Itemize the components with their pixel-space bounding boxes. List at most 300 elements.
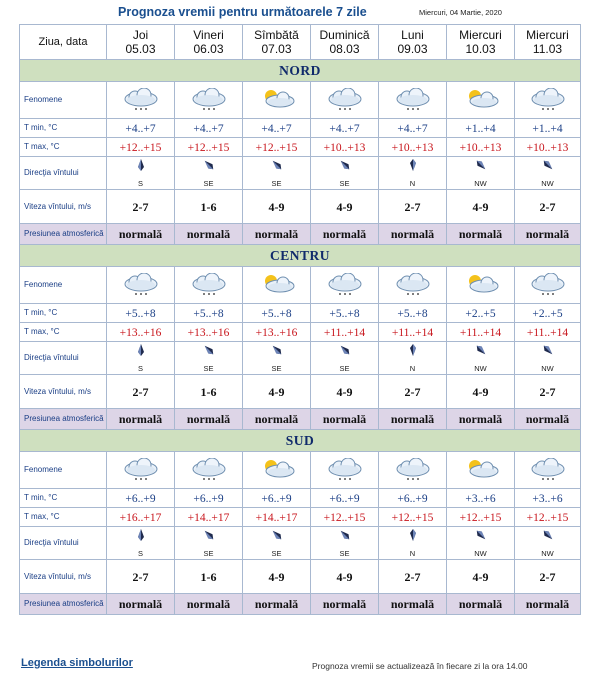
wind-direction [107, 343, 174, 373]
wind-speed-cell [107, 375, 175, 409]
wind-arrow-icon [408, 343, 418, 362]
wind-speed-cell [447, 190, 515, 224]
sun-cloud-icon [243, 267, 311, 304]
tmax-value: +12..+15 [526, 512, 569, 524]
wind-arrow-icon [272, 528, 282, 547]
wind-direction-label: NW [474, 364, 487, 373]
tmin-cell [311, 489, 379, 508]
tmax-cell [515, 323, 581, 342]
wind-direction [243, 343, 310, 373]
wind-direction [515, 343, 580, 373]
wind-arrow-icon [340, 343, 350, 362]
pressure-value: normală [379, 409, 447, 430]
day-header [175, 25, 243, 60]
pressure-row [20, 224, 581, 245]
wind-direction-cell [175, 342, 243, 375]
wind-speed-cell [447, 375, 515, 409]
day-column-label: Ziua, data [20, 25, 107, 60]
cloud-snow-icon [379, 267, 447, 304]
tmin-value: +3..+6 [532, 493, 563, 505]
tmin-cell [311, 304, 379, 323]
pressure-value: normală [515, 409, 581, 430]
wind-speed-cell [243, 560, 311, 594]
row-label: T min, °C [20, 304, 107, 323]
sun-cloud-icon [447, 267, 515, 304]
wind-direction [311, 528, 378, 558]
wind-arrow-icon [204, 158, 214, 177]
row-label: Presiunea atmosferică [20, 594, 107, 615]
region-band [20, 430, 581, 452]
tmin-value: +5..+8 [193, 308, 224, 320]
wind-arrow-icon [136, 343, 146, 362]
wind-speed-cell [175, 375, 243, 409]
wind-direction-row [20, 527, 581, 560]
wind-direction-cell [243, 342, 311, 375]
pressure-value: normală [311, 409, 379, 430]
wind-direction [243, 528, 310, 558]
tmin-cell [107, 119, 175, 138]
day-date: 10.03 [465, 42, 496, 56]
pressure-value: normală [447, 224, 515, 245]
tmax-cell [243, 508, 311, 527]
pressure-value: normală [107, 409, 175, 430]
pressure-row [20, 594, 581, 615]
tmax-value: +10..+13 [459, 142, 502, 154]
wind-direction [311, 158, 378, 188]
day-name: Duminică [319, 28, 370, 42]
row-label: Viteza vîntului, m/s [20, 190, 107, 224]
row-label: Viteza vîntului, m/s [20, 375, 107, 409]
tmax-value: +12..+15 [187, 142, 230, 154]
wind-speed-value: 4-9 [268, 199, 285, 214]
cloud-snow-icon [175, 82, 243, 119]
wind-speed-value: 4-9 [336, 384, 353, 399]
tmax-cell [175, 508, 243, 527]
tmax-cell [311, 138, 379, 157]
wind-direction-label: NW [541, 179, 554, 188]
wind-arrow-icon [136, 528, 146, 547]
wind-speed-cell [107, 560, 175, 594]
wind-direction-cell [447, 527, 515, 560]
tmax-value: +11..+14 [459, 327, 502, 339]
wind-direction [107, 158, 174, 188]
wind-speed-value: 1-6 [200, 384, 217, 399]
wind-direction [311, 343, 378, 373]
row-label: T max, °C [20, 138, 107, 157]
wind-direction-label: NW [541, 549, 554, 558]
wind-speed-cell [175, 190, 243, 224]
current-date: Miercuri, 04 Martie, 2020 [419, 8, 502, 17]
wind-direction-cell [447, 342, 515, 375]
tmin-value: +2..+5 [465, 308, 496, 320]
tmin-cell [175, 119, 243, 138]
tmax-cell [107, 508, 175, 527]
wind-direction-cell [515, 157, 581, 190]
cloud-snow-icon [515, 267, 581, 304]
tmin-cell [379, 119, 447, 138]
tmin-value: +4..+7 [193, 123, 224, 135]
day-name: Miercuri [526, 28, 569, 42]
wind-speed-cell [243, 190, 311, 224]
region-band [20, 60, 581, 82]
region-name: CENTRU [20, 245, 581, 267]
wind-direction [447, 343, 514, 373]
tmax-value: +14..+17 [255, 512, 298, 524]
wind-direction-label: N [409, 179, 416, 188]
wind-direction-row [20, 157, 581, 190]
tmin-cell [447, 304, 515, 323]
region-band [20, 245, 581, 267]
wind-speed-value: 4-9 [472, 384, 489, 399]
tmax-value: +11..+14 [323, 327, 366, 339]
wind-direction [379, 343, 446, 373]
pressure-value: normală [379, 224, 447, 245]
wind-direction [175, 343, 242, 373]
tmin-row [20, 119, 581, 138]
tmax-cell [107, 138, 175, 157]
wind-direction-label: SE [203, 364, 214, 373]
cloud-snow-icon [379, 82, 447, 119]
forecast-table [19, 24, 581, 615]
wind-arrow-icon [204, 343, 214, 362]
wind-direction-cell [379, 527, 447, 560]
tmax-value: +12..+15 [119, 142, 162, 154]
tmax-value: +12..+15 [323, 512, 366, 524]
wind-arrow-icon [204, 528, 214, 547]
wind-speed-cell [175, 560, 243, 594]
tmax-cell [379, 323, 447, 342]
tmin-value: +3..+6 [465, 493, 496, 505]
wind-speed-value: 4-9 [268, 384, 285, 399]
page-header [0, 0, 600, 22]
tmax-cell [243, 138, 311, 157]
row-label: Direcţia vîntului [20, 527, 107, 560]
day-header [107, 25, 175, 60]
tmin-cell [107, 304, 175, 323]
wind-arrow-icon [476, 528, 486, 547]
wind-speed-cell [515, 190, 581, 224]
wind-speed-cell [447, 560, 515, 594]
wind-arrow-icon [543, 528, 553, 547]
wind-speed-value: 4-9 [268, 569, 285, 584]
tmin-cell [379, 489, 447, 508]
tmax-value: +16..+17 [119, 512, 162, 524]
tmax-cell [515, 508, 581, 527]
tmax-value: +10..+13 [323, 142, 366, 154]
day-header [515, 25, 581, 60]
tmax-row [20, 138, 581, 157]
wind-direction [515, 528, 580, 558]
forecast-table-body [20, 25, 581, 615]
wind-direction-cell [515, 527, 581, 560]
tmax-cell [379, 138, 447, 157]
tmin-cell [515, 489, 581, 508]
row-label: Fenomene [20, 267, 107, 304]
tmin-row [20, 489, 581, 508]
wind-direction-label: SE [271, 179, 282, 188]
tmin-value: +5..+8 [329, 308, 360, 320]
row-label: T min, °C [20, 489, 107, 508]
tmin-cell [515, 119, 581, 138]
wind-speed-cell [379, 190, 447, 224]
tmin-value: +4..+7 [329, 123, 360, 135]
pressure-value: normală [515, 594, 581, 615]
day-name: Miercuri [459, 28, 502, 42]
wind-direction-cell [175, 157, 243, 190]
cloud-snow-icon [107, 267, 175, 304]
wind-speed-cell [311, 190, 379, 224]
wind-speed-value: 4-9 [336, 569, 353, 584]
wind-arrow-icon [543, 158, 553, 177]
wind-speed-value: 2-7 [404, 569, 421, 584]
wind-speed-value: 2-7 [132, 569, 149, 584]
tmin-cell [515, 304, 581, 323]
pressure-value: normală [243, 224, 311, 245]
wind-direction-label: SE [203, 549, 214, 558]
pressure-value: normală [107, 224, 175, 245]
row-label: Presiunea atmosferică [20, 224, 107, 245]
tmin-cell [311, 119, 379, 138]
wind-direction [379, 528, 446, 558]
tmin-value: +1..+4 [532, 123, 563, 135]
tmin-value: +6..+9 [397, 493, 428, 505]
tmax-cell [379, 508, 447, 527]
phenomena-row [20, 82, 581, 119]
pressure-value: normală [175, 409, 243, 430]
cloud-snow-icon [379, 452, 447, 489]
wind-direction-label: SE [339, 364, 350, 373]
day-name: Sîmbătă [254, 28, 299, 42]
tmin-cell [175, 304, 243, 323]
wind-direction-label: S [137, 364, 143, 373]
day-name: Vineri [193, 28, 224, 42]
wind-direction-label: SE [271, 364, 282, 373]
pressure-value: normală [175, 594, 243, 615]
wind-speed-cell [515, 375, 581, 409]
wind-speed-value: 4-9 [472, 199, 489, 214]
day-date: 07.03 [261, 42, 292, 56]
row-label: Fenomene [20, 82, 107, 119]
pressure-value: normală [515, 224, 581, 245]
wind-arrow-icon [136, 158, 146, 177]
tmin-cell [175, 489, 243, 508]
wind-direction [447, 158, 514, 188]
wind-speed-cell [515, 560, 581, 594]
wind-direction-cell [515, 342, 581, 375]
wind-direction-cell [243, 527, 311, 560]
tmin-value: +6..+9 [125, 493, 156, 505]
sun-cloud-icon [447, 452, 515, 489]
wind-direction-cell [379, 157, 447, 190]
tmin-value: +4..+7 [261, 123, 292, 135]
cloud-snow-icon [107, 82, 175, 119]
pressure-value: normală [243, 594, 311, 615]
row-label: Fenomene [20, 452, 107, 489]
wind-direction-label: SE [339, 179, 350, 188]
wind-arrow-icon [476, 158, 486, 177]
tmax-value: +13..+16 [187, 327, 230, 339]
wind-direction-label: NW [541, 364, 554, 373]
wind-speed-value: 2-7 [539, 569, 556, 584]
region-name: NORD [20, 60, 581, 82]
tmax-value: +11..+14 [526, 327, 569, 339]
wind-speed-value: 2-7 [132, 384, 149, 399]
pressure-value: normală [311, 224, 379, 245]
day-header-row [20, 25, 581, 60]
tmax-cell [243, 323, 311, 342]
tmax-cell [175, 323, 243, 342]
sun-cloud-icon [243, 82, 311, 119]
wind-direction-row [20, 342, 581, 375]
tmax-value: +10..+13 [391, 142, 434, 154]
tmin-cell [379, 304, 447, 323]
tmin-value: +6..+9 [193, 493, 224, 505]
wind-direction-cell [379, 342, 447, 375]
wind-speed-value: 2-7 [539, 384, 556, 399]
wind-speed-row [20, 560, 581, 594]
sun-cloud-icon [243, 452, 311, 489]
wind-direction [515, 158, 580, 188]
wind-speed-cell [107, 190, 175, 224]
wind-speed-value: 4-9 [472, 569, 489, 584]
day-date: 05.03 [125, 42, 156, 56]
tmin-cell [447, 119, 515, 138]
wind-speed-row [20, 375, 581, 409]
day-header [379, 25, 447, 60]
wind-direction [175, 528, 242, 558]
wind-speed-value: 2-7 [404, 384, 421, 399]
tmax-value: +10..+13 [526, 142, 569, 154]
pressure-value: normală [447, 594, 515, 615]
tmax-value: +11..+14 [391, 327, 434, 339]
row-label: Direcţia vîntului [20, 342, 107, 375]
wind-speed-cell [379, 560, 447, 594]
tmax-cell [107, 323, 175, 342]
day-date: 11.03 [532, 42, 563, 56]
wind-arrow-icon [340, 158, 350, 177]
wind-direction-cell [447, 157, 515, 190]
tmin-row [20, 304, 581, 323]
wind-arrow-icon [340, 528, 350, 547]
wind-arrow-icon [408, 158, 418, 177]
wind-direction-cell [107, 527, 175, 560]
pressure-value: normală [107, 594, 175, 615]
tmin-value: +5..+8 [261, 308, 292, 320]
wind-direction [175, 158, 242, 188]
wind-direction-label: NW [474, 549, 487, 558]
tmin-cell [243, 119, 311, 138]
wind-arrow-icon [408, 528, 418, 547]
day-header [243, 25, 311, 60]
sun-cloud-icon [447, 82, 515, 119]
pressure-value: normală [447, 409, 515, 430]
wind-direction-cell [243, 157, 311, 190]
tmin-cell [447, 489, 515, 508]
wind-speed-row [20, 190, 581, 224]
cloud-snow-icon [515, 82, 581, 119]
tmin-cell [107, 489, 175, 508]
tmax-value: +12..+15 [459, 512, 502, 524]
wind-direction-cell [311, 342, 379, 375]
cloud-snow-icon [311, 82, 379, 119]
day-name: Luni [401, 28, 424, 42]
tmax-row [20, 323, 581, 342]
tmax-cell [515, 138, 581, 157]
wind-direction-label: SE [271, 549, 282, 558]
day-name: Joi [132, 28, 149, 42]
day-date: 08.03 [329, 42, 360, 56]
wind-direction [107, 528, 174, 558]
legend-link[interactable]: Legenda simbolurilor [21, 657, 133, 669]
wind-direction-label: NW [474, 179, 487, 188]
wind-direction-cell [107, 342, 175, 375]
page-title: Prognoza vremii pentru următoarele 7 zile [118, 5, 367, 19]
cloud-snow-icon [175, 452, 243, 489]
tmin-value: +6..+9 [261, 493, 292, 505]
cloud-snow-icon [311, 267, 379, 304]
tmax-value: +13..+16 [119, 327, 162, 339]
row-label: Direcţia vîntului [20, 157, 107, 190]
tmin-value: +2..+5 [532, 308, 563, 320]
tmax-cell [311, 323, 379, 342]
phenomena-row [20, 452, 581, 489]
tmin-value: +6..+9 [329, 493, 360, 505]
wind-arrow-icon [543, 343, 553, 362]
region-name: SUD [20, 430, 581, 452]
wind-speed-value: 2-7 [132, 199, 149, 214]
row-label: Viteza vîntului, m/s [20, 560, 107, 594]
pressure-value: normală [379, 594, 447, 615]
row-label: T max, °C [20, 508, 107, 527]
cloud-snow-icon [311, 452, 379, 489]
wind-arrow-icon [272, 343, 282, 362]
wind-direction [243, 158, 310, 188]
tmin-value: +4..+7 [125, 123, 156, 135]
wind-direction-label: SE [339, 549, 350, 558]
wind-direction-label: S [137, 179, 143, 188]
wind-speed-cell [311, 560, 379, 594]
wind-speed-value: 1-6 [200, 569, 217, 584]
tmin-value: +4..+7 [397, 123, 428, 135]
wind-direction-label: S [137, 549, 143, 558]
tmax-value: +13..+16 [255, 327, 298, 339]
tmax-cell [311, 508, 379, 527]
wind-direction [379, 158, 446, 188]
wind-direction-label: SE [203, 179, 214, 188]
wind-speed-cell [311, 375, 379, 409]
pressure-row [20, 409, 581, 430]
tmax-value: +12..+15 [255, 142, 298, 154]
wind-direction-cell [311, 157, 379, 190]
day-header [311, 25, 379, 60]
pressure-value: normală [311, 594, 379, 615]
wind-direction-label: N [409, 364, 416, 373]
day-header [447, 25, 515, 60]
cloud-snow-icon [175, 267, 243, 304]
row-label: T max, °C [20, 323, 107, 342]
wind-direction-cell [311, 527, 379, 560]
day-date: 09.03 [397, 42, 428, 56]
update-note: Prognoza vremii se actualizează în fiecare zi la ora 14.00 [312, 661, 528, 671]
tmax-cell [447, 138, 515, 157]
pressure-value: normală [175, 224, 243, 245]
tmax-row [20, 508, 581, 527]
tmax-cell [175, 138, 243, 157]
wind-direction [447, 528, 514, 558]
wind-speed-value: 2-7 [404, 199, 421, 214]
wind-direction-label: N [409, 549, 416, 558]
tmax-value: +14..+17 [187, 512, 230, 524]
